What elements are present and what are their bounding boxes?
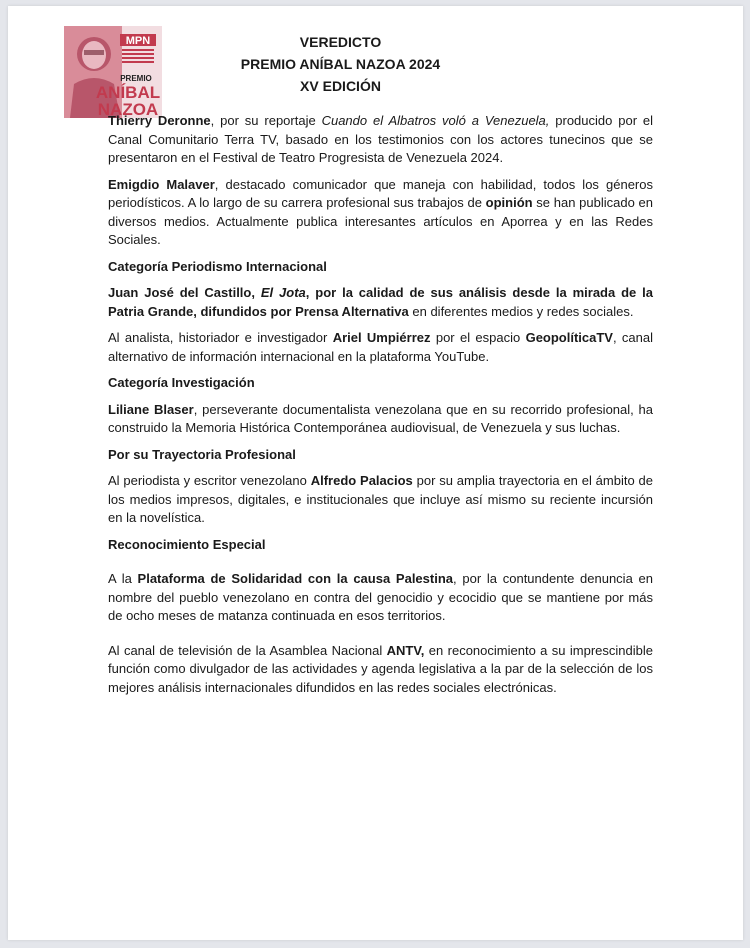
category-investigacion: Categoría Investigación	[108, 375, 255, 390]
svg-text:PREMIO: PREMIO	[120, 74, 152, 83]
document-body	[108, 112, 653, 705]
document-header	[158, 31, 523, 97]
paragraph-thierry-deronne: Thierry Deronne, por su reportaje Cuando el Albatros voló a Venezuela, producido por el Canal Comunitario Terra TV, basado en los testimonios con los actores tunecinos que se presentaron en el Festival de Teatro Progresista de Venezuela 2024.	[108, 113, 653, 165]
paragraph-emigdio-malaver: Emigdio Malaver, destacado comunicador que maneja con habilidad, todos los géneros periodísticos. A lo largo de su carrera profesional sus trabajos de opinión se han publicado en diversos medios. Actualmente publica interesantes artículos en Aporrea y en las Redes Sociales.	[108, 176, 653, 247]
paragraph-ariel-umpierrez: Al analista, historiador e investigador Ariel Umpiérrez por el espacio GeopolíticaTV, canal alternativo de información internacional en la plataforma YouTube.	[108, 330, 654, 364]
premio-anibal-nazoa-logo	[64, 26, 162, 118]
svg-text:ANÍBAL: ANÍBAL	[95, 83, 161, 102]
paragraph-plataforma-palestina: A la Plataforma de Solidaridad con la causa Palestina, por la contundente denuncia en nombre del pueblo venezolano en contra del genocidio y ecocidio que se mantiene por más de ocho meses de matanza continuada en esos territorios.	[108, 571, 653, 623]
title-veredicto: VEREDICTO	[299, 34, 382, 50]
paragraph-antv: Al canal de televisión de la Asamblea Nacional ANTV, en reconocimiento a su imprescindible función como divulgador de las actividades y agenda legislativa a la par de la selección de los mejores análisis internacionales difundidos en las redes sociales electrónicas.	[108, 642, 653, 695]
category-trayectoria-profesional: Por su Trayectoria Profesional	[108, 446, 296, 462]
svg-text:NAZOA: NAZOA	[97, 100, 159, 118]
title-edicion: XV EDICIÓN	[300, 78, 381, 94]
document-page	[8, 6, 743, 940]
paragraph-alfredo-palacios: Al periodista y escritor venezolano Alfredo Palacios por su amplia trayectoria en el ámbito de los medios impresos, digitales, e institucionales que incluye así mismo su reciente incursión en la novelística.	[108, 473, 653, 525]
title-premio: PREMIO ANÍBAL NAZOA 2024	[240, 56, 441, 72]
paragraph-juan-jose-del-castillo: Juan José del Castillo, El Jota, por la calidad de sus análisis desde la mirada de la Patria Grande, difundidos por Prensa Alternativa en diferentes medios y redes sociales.	[108, 285, 653, 319]
svg-text:MPN: MPN	[125, 35, 151, 47]
category-periodismo-internacional: Categoría Periodismo Internacional	[108, 258, 327, 274]
paragraph-liliane-blaser: Liliane Blaser, perseverante documentalista venezolana que en su recorrido profesional, ha construido la Memoria Histórica Contemporánea audiovisual, de Venezuela y sus luchas.	[108, 401, 654, 435]
category-reconocimiento-especial: Reconocimiento Especial	[108, 536, 266, 552]
